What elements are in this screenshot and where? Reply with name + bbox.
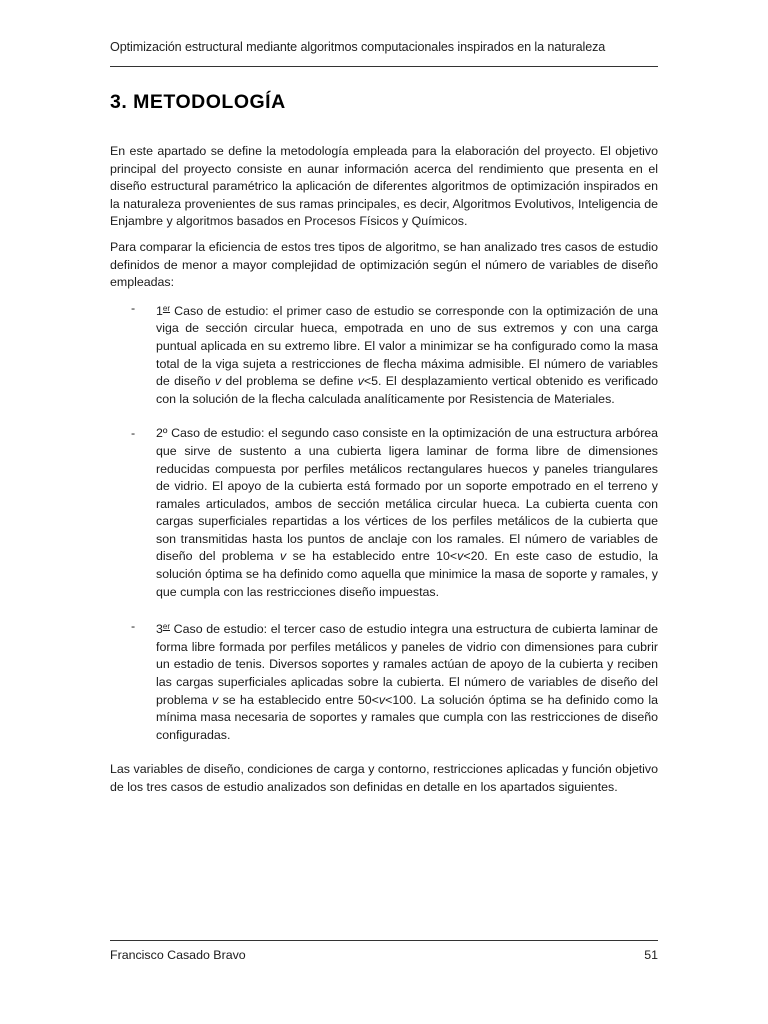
case-study-2 <box>110 425 658 601</box>
list-dash: - <box>131 426 136 441</box>
variable-v: v <box>212 692 219 707</box>
running-header: Optimización estructural mediante algoritmos computacionales inspirados en la naturaleza <box>110 40 606 54</box>
header-divider <box>110 66 658 67</box>
case-text: se ha establecido entre 50< <box>218 692 379 707</box>
case-ordinal <box>156 304 170 318</box>
variable-v: v <box>214 374 222 389</box>
case-text: <5. El desplazamiento vertical obtenido es verificado con la solución de la flecha calculada analíticamente por Resistencia de Materiales. <box>156 374 659 406</box>
document-body <box>110 143 658 805</box>
chapter-title: 3. METODOLOGÍA <box>110 91 286 113</box>
ordinal-number: 3 <box>156 622 163 637</box>
intro-paragraph: En este apartado se define la metodología empleada para la elaboración del proyecto. El objetivo principal del proyecto consiste en aunar información acerca del rendimiento que presenta en el diseño estructural paramétrico la aplicación de diferentes algoritmos de optimización inspirados en la naturaleza provenientes de sus ramas principales, es decir, Algoritmos Evolutivos, Inteligencia de Enjambre y algoritmos basados en Procesos Físicos y Químicos. <box>110 144 658 229</box>
case-study-1 <box>110 300 658 409</box>
case-study-list <box>110 300 658 745</box>
case-text: Caso de estudio: el primer caso de estudio se corresponde con la optimización de una viga de sección circular hueca, empotrada en uno de sus extremos y con una carga puntual aplicada en su extremo libre. El valor a minimizar se ha configurado como la masa total de la viga sujeta a restricciones de flecha máxima admisible. El número de variables de diseño <box>156 303 658 389</box>
variable-v: v <box>457 549 464 564</box>
variable-v: v <box>280 549 287 564</box>
page-number: 51 <box>644 948 658 962</box>
case-text: <100. La solución óptima se ha definido como la mínima masa necesaria de soportes y ramales que cumpla con las restricciones de diseño configuradas. <box>156 692 658 742</box>
footer-divider <box>110 940 658 941</box>
closing-paragraph: Las variables de diseño, condiciones de carga y contorno, restricciones aplicadas y función objetivo de los tres casos de estudio analizados son definidas en detalle en los apartados siguientes. <box>110 762 658 794</box>
list-dash: - <box>131 619 136 634</box>
case-text: se ha establecido entre 10< <box>286 549 458 564</box>
variable-v: v <box>357 374 364 389</box>
list-dash: - <box>131 300 136 315</box>
footer-author: Francisco Casado Bravo <box>110 948 246 962</box>
ordinal-suffix: er <box>162 303 171 313</box>
variable-v: v <box>378 692 386 707</box>
case-text: Caso de estudio: el tercer caso de estudio integra una estructura de cubierta laminar de forma libre formada por perfiles metálicos y paneles de vidrio con dimensiones para cubrir un estadio de tenis. Diversos soportes y ramales actúan de apoyo de la cubierta y reciben las cargas superficiales aplicadas sobre la cubierta. El número de variables de diseño del problema <box>156 622 658 707</box>
case-study-3 <box>110 618 658 744</box>
case-text: del problema se define <box>221 374 358 389</box>
ordinal-suffix: er <box>162 622 171 632</box>
case-ordinal <box>156 622 170 636</box>
ordinal-number: 1 <box>156 303 163 318</box>
case-ordinal: 2º <box>156 426 168 441</box>
comparison-paragraph: Para comparar la eficiencia de estos tres tipos de algoritmo, se han analizado tres casos de estudio definidos de menor a mayor complejidad de optimización según el número de variables de diseño empleadas: <box>110 239 658 290</box>
case-text: Caso de estudio: el segundo caso consiste en la optimización de una estructura arbórea que sirve de sustento a una cubierta ligera laminar de forma libre de dimensiones reducidas compuesta por perfiles metálicos rectangulares huecos y paneles triangulares de vidrio. El apoyo de la cubierta está formado por un soporte empotrado en el terreno y ramales articulados, ambos de sección metálica circular hueca. La cubierta cuenta con cargas superficiales repartidas a los vértices de los perfiles metálicos de la cubierta que son transmitidas hasta los puntos de anclaje con los ramales. El número de variables de diseño del problema <box>156 426 658 564</box>
case-text: <20. En este caso de estudio, la solución óptima se ha definido como aquella que minimice la masa de soporte y ramales, y que cumpla con las restricciones diseño impuestas. <box>156 549 658 599</box>
